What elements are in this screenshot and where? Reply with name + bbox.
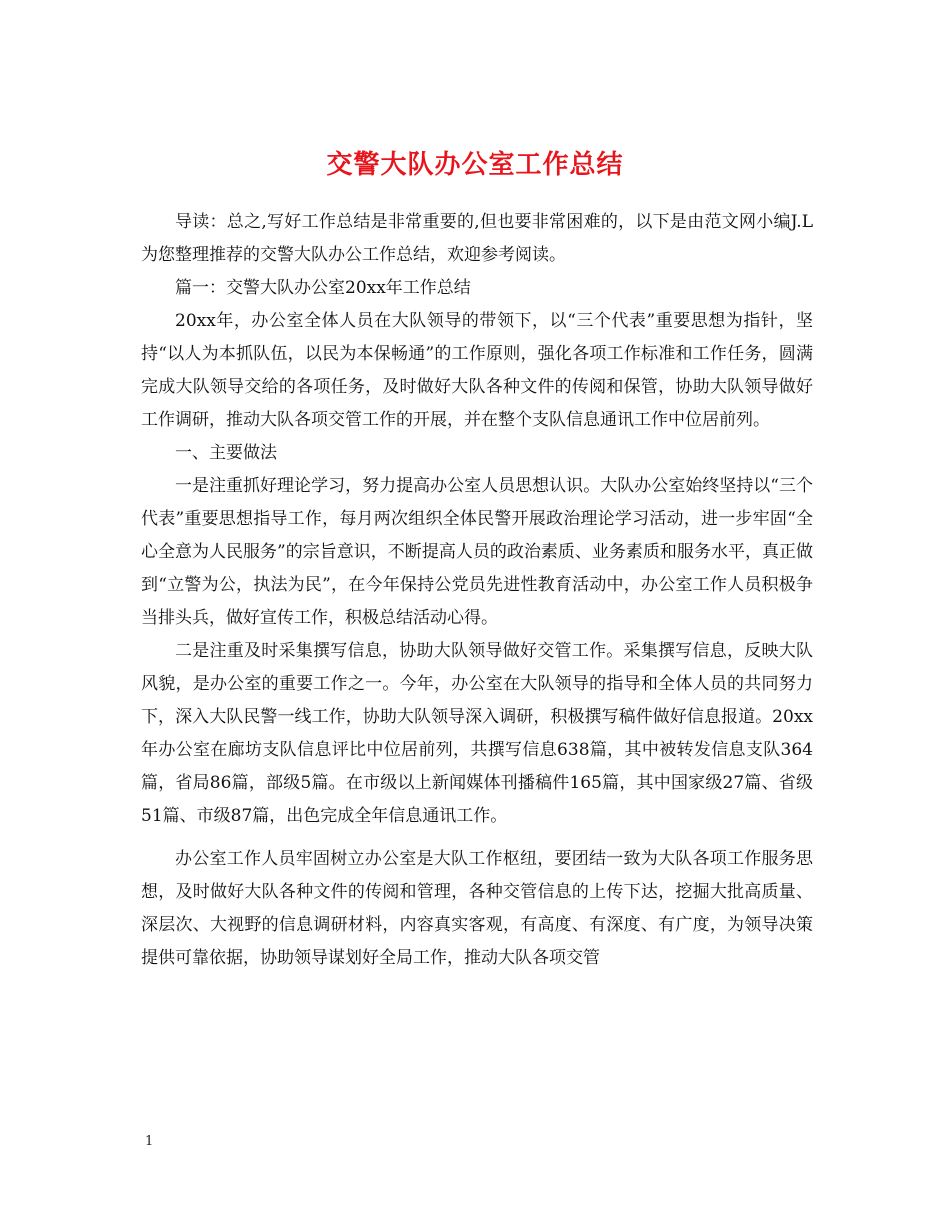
- page-number: 1: [145, 1134, 154, 1149]
- body-paragraph: 二是注重及时采集撰写信息，协助大队领导做好交管工作。采集撰写信息，反映大队风貌，是办公室的重要工作之一。今年，办公室在大队领导的指导和全体人员的共同努力下，深入大队民警一线工作，协助大队领导深入调研，积极撰写稿件做好信息报道。20xx年办公室在廊坊支队信息评比中位居前列，共撰写信息638篇，其中被转发信息支队364篇，省局86篇，部级5篇。在市级以上新闻媒体刊播稿件165篇，其中国家级27篇、省级51篇、市级87篇，出色完成全年信息通讯工作。: [141, 641, 813, 826]
- body-paragraph: 一是注重抓好理论学习，努力提高办公室人员思想认识。大队办公室始终坚持以“三个代表”重要思想指导工作，每月两次组织全体民警开展政治理论学习活动，进一步牢固“全心全意为人民服务”的宗旨意识，不断提高人员的政治素质、业务素质和服务水平，真正做到“立警为公，执法为民”，在今年保持公党员先进性教育活动中，办公室工作人员积极争当排头兵，做好宣传工作，积极总结活动心得。: [141, 476, 813, 628]
- body-paragraph: 20xx年，办公室全体人员在大队领导的带领下，以“三个代表”重要思想为指针，坚持“以人为本抓队伍，以民为本保畅通”的工作原则，强化各项工作标准和工作任务，圆满完成大队领导交给的各项任务，及时做好大队各种文件的传阅和保管，协助大队领导做好工作调研，推动大队各项交管工作的开展，并在整个支队信息通讯工作中位居前列。: [141, 311, 813, 430]
- section-heading: 一、主要做法: [175, 443, 277, 463]
- document-body: [141, 206, 813, 975]
- intro-paragraph: 导读：总之,写好工作总结是非常重要的,但也要非常困难的，以下是由范文网小编J.L为您整理推荐的交警大队办公工作总结，欢迎参考阅读。: [141, 212, 813, 265]
- body-paragraph: 办公室工作人员牢固树立办公室是大队工作枢纽，要团结一致为大队各项工作服务思想，及时做好大队各种文件的传阅和管理，各种交管信息的上传下达，挖掘大批高质量、深层次、大视野的信息调研材料，内容真实客观，有高度、有深度、有广度，为领导决策提供可靠依据，协助领导谋划好全局工作，推动大队各项交管: [141, 849, 813, 968]
- document-title: 交警大队办公室工作总结: [326, 150, 624, 181]
- chapter-heading: 篇一：交警大队办公室20xx年工作总结: [175, 278, 471, 298]
